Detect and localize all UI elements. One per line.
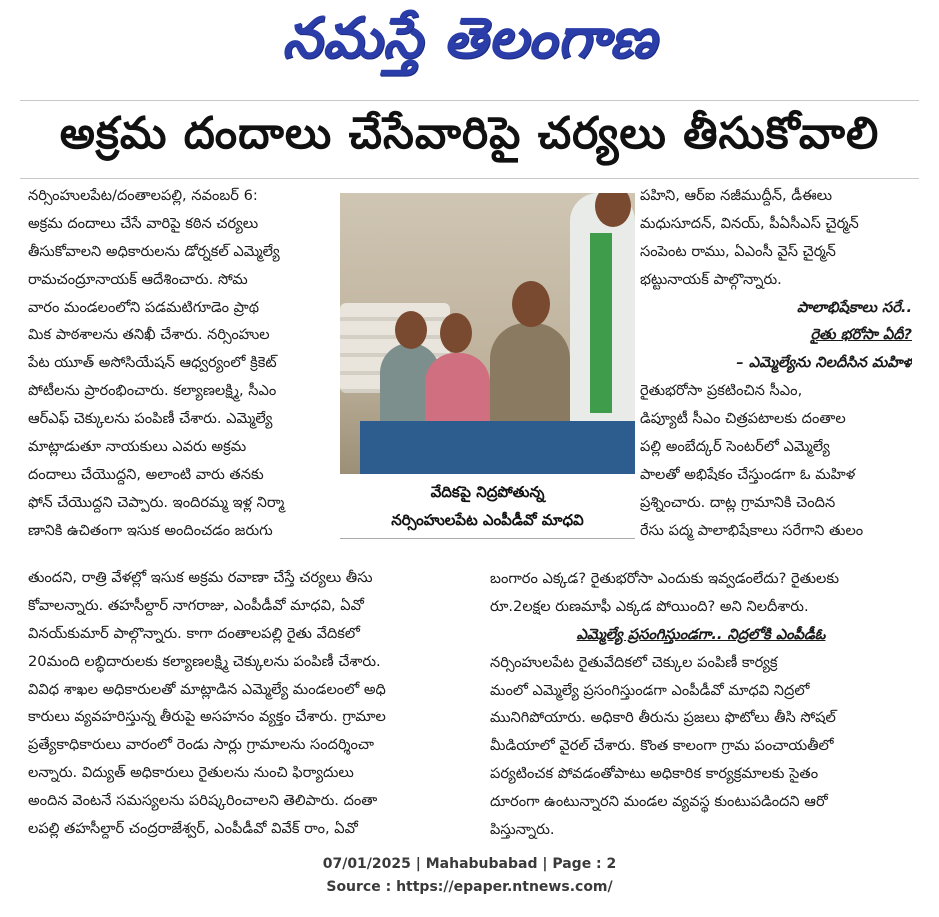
- text-line: వినయ్‌కుమార్ పాల్గొన్నారు. కాగా దంతాలపల్లి రైతు వేదికలో: [28, 624, 360, 642]
- text-line: అక్రమ దందాలు చేసే వారిపై కఠిన చర్యలు: [28, 214, 259, 232]
- masthead-title: నమస్తే తెలంగాణ: [282, 6, 657, 71]
- text-line: డిప్యూటీ సీఎం చిత్రపటాలకు దంతాల: [640, 410, 846, 428]
- text-line: భట్టునాయక్ పాల్గొన్నారు.: [640, 270, 782, 288]
- footer-source-line: Source : https://epaper.ntnews.com/: [326, 879, 613, 895]
- text-line: దందాలు చేయొద్దని, అలాంటి వారు తనకు: [28, 465, 264, 483]
- text-line: వివిధ శాఖల అధికారులతో మాట్లాడిన ఎమ్మెల్యే మండలంలో అధి: [28, 680, 386, 698]
- text-line: రైతుభరోసా ప్రకటించిన సీఎం,: [640, 382, 803, 400]
- news-photo: [340, 193, 635, 474]
- text-line: వారం మండలంలోని పడమటిగూడెం ప్రాథ: [28, 298, 260, 316]
- subhead: రైతు భరోసా ఏదీ?: [810, 326, 912, 344]
- text-line: మిక పాఠశాలను తనిఖీ చేశారు. నర్సింహుల: [28, 326, 270, 344]
- subhead: – ఎమ్మెల్యేను నిలదీసిన మహిళ: [736, 354, 912, 372]
- text-line: నర్సింహులపేట రైతువేదికలో చెక్కుల పంపిణీ కార్యక్ర: [490, 653, 778, 671]
- text-line: నర్సింహులపేట/దంతాలపల్లి, నవంబర్ 6:: [28, 187, 258, 204]
- divider: [20, 100, 919, 101]
- text-line: ప్రశ్నించారు. దాట్ల గ్రామానికి చెందిన: [640, 493, 836, 511]
- subhead: ఎమ్మెల్యే ప్రసంగిస్తుండగా.. నిద్రలోకి ఎంపీడీఓ: [576, 625, 826, 643]
- article-wide-column: [490, 565, 912, 844]
- text-line: కోవాలన్నారు. తహసీల్దార్ నాగరాజు, ఎంపీడీవో మాధవి, ఏవో: [28, 596, 364, 614]
- subhead: పాలాభిషేకాలు సరే..: [796, 298, 912, 316]
- text-line: పోటీలను ప్రారంభించారు. కల్యాణలక్ష్మి, సీఎం: [28, 382, 277, 400]
- article-left-wide-column: [28, 564, 483, 843]
- text-line: కారులు వ్యవహరిస్తున్న తీరుపై అసహనం వ్యక్తం చేశారు. గ్రామాల: [28, 708, 386, 726]
- caption-line: వేదికపై నిద్రపోతున్న: [430, 483, 545, 501]
- text-line: లన్నారు. విద్యుత్ అధికారులు రైతులను నుంచి ఫిర్యాదులు: [28, 764, 354, 782]
- article-headline: అక్రమ దందాలు చేసేవారిపై చర్యలు తీసుకోవాలి: [59, 108, 880, 159]
- footer-date-line: 07/01/2025 | Mahabubabad | Page : 2: [322, 856, 617, 872]
- text-line: అందిన వెంటనే సమస్యలను పరిష్కరించాలని తెలిపారు. దంతా: [28, 792, 378, 810]
- caption-line: నర్సింహులపేట ఎంపీడీవో మాధవి: [391, 511, 584, 529]
- text-line: మునిగిపోయారు. అధికారి తీరును ప్రజలు ఫొటోలు తీసి సోషల్: [490, 709, 836, 727]
- text-line: పాలతో అభిషేకం చేస్తుండగా ఓ మహిళ: [640, 465, 856, 483]
- text-line: తుందని, రాత్రి వేళల్లో ఇసుక అక్రమ రవాణా చేస్తే చర్యలు తీసు: [28, 569, 373, 586]
- text-line: పల్లి అంబేద్కర్ సెంటర్‌లో ఎమ్మెల్యే: [640, 438, 830, 456]
- text-line: ఆర్ఎఫ్ చెక్కులను పంపిణీ చేశారు. ఎమ్మెల్యే: [28, 410, 273, 428]
- text-line: రామచంద్రూనాయక్ ఆదేశించారు. సోమ: [28, 270, 248, 288]
- text-line: ణానికి ఉచితంగా ఇసుక అందించడం జరుగు: [28, 521, 273, 539]
- text-line: పర్యటించక పోవడంతోపాటు అధికారిక కార్యక్రమాలకు సైతం: [490, 765, 819, 783]
- text-line: ప్రత్యేకాధికారులు వారంలో రెండు సార్లు గ్రామాలను సందర్శించా: [28, 736, 375, 754]
- text-line: దూరంగా ఉంటున్నారని మండల వ్యవస్థ కుంటుపడిందని ఆరో: [490, 793, 828, 811]
- text-line: ఫోన్ చేయొద్దని చెప్పారు. ఇందిరమ్మ ఇళ్ల నిర్మా: [28, 493, 285, 511]
- text-line: పిస్తున్నారు.: [490, 821, 555, 839]
- text-line: మంలో ఎమ్మెల్యే ప్రసంగిస్తుండగా ఎంపీడీవో మాధవి నిద్రలో: [490, 681, 810, 699]
- article-right-column: [640, 182, 912, 545]
- table-cloth: [360, 421, 635, 474]
- text-line: లపల్లి తహసీల్దార్ చంద్రరాజేశ్వర్, ఎంపీడీవో వివేక్ రాం, ఏవో: [28, 820, 358, 838]
- photo-caption: [340, 478, 635, 534]
- text-line: మీడియాలో వైరల్ చేశారు. కొంత కాలంగా గ్రామ పంచాయతీలో: [490, 737, 834, 755]
- text-line: పేట యూత్ అసోసియేషన్ ఆధ్వర్యంలో క్రికెట్: [28, 354, 277, 372]
- text-line: తీసుకోవాలని అధికారులను డోర్నకల్ ఎమ్మెల్యే: [28, 242, 280, 260]
- text-line: రేసు పద్మ పాలాభిషేకాలు సరేగాని తులం: [640, 521, 864, 539]
- text-line: బంగారం ఎక్కడ? రైతుభరోసా ఎందుకు ఇవ్వడంలేదు? రైతులకు: [490, 570, 840, 587]
- divider: [20, 178, 919, 179]
- text-line: రూ.2లక్షల రుణమాఫీ ఎక్కడ పోయింది? అని నిలదీశారు.: [490, 597, 809, 615]
- text-line: మాట్లాడుతూ నాయకులు ఎవరు అక్రమ: [28, 438, 247, 456]
- text-line: సంపెంట రాము, ఏఎంసీ వైస్ చైర్మన్: [640, 242, 836, 260]
- text-line: 20మంది లబ్ధిదారులకు కల్యాణలక్ష్మి చెక్కులను పంపిణీ చేశారు.: [28, 652, 381, 670]
- text-line: మధుసూదన్, వినయ్, పీఏసీఎస్ చైర్మన్: [640, 214, 859, 232]
- newspaper-masthead: [0, 6, 939, 80]
- person-figure: [490, 323, 570, 433]
- article-left-column: [28, 182, 338, 545]
- text-line: పహిని, ఆర్ఐ నజీముద్దీన్, డీఈలు: [640, 187, 833, 204]
